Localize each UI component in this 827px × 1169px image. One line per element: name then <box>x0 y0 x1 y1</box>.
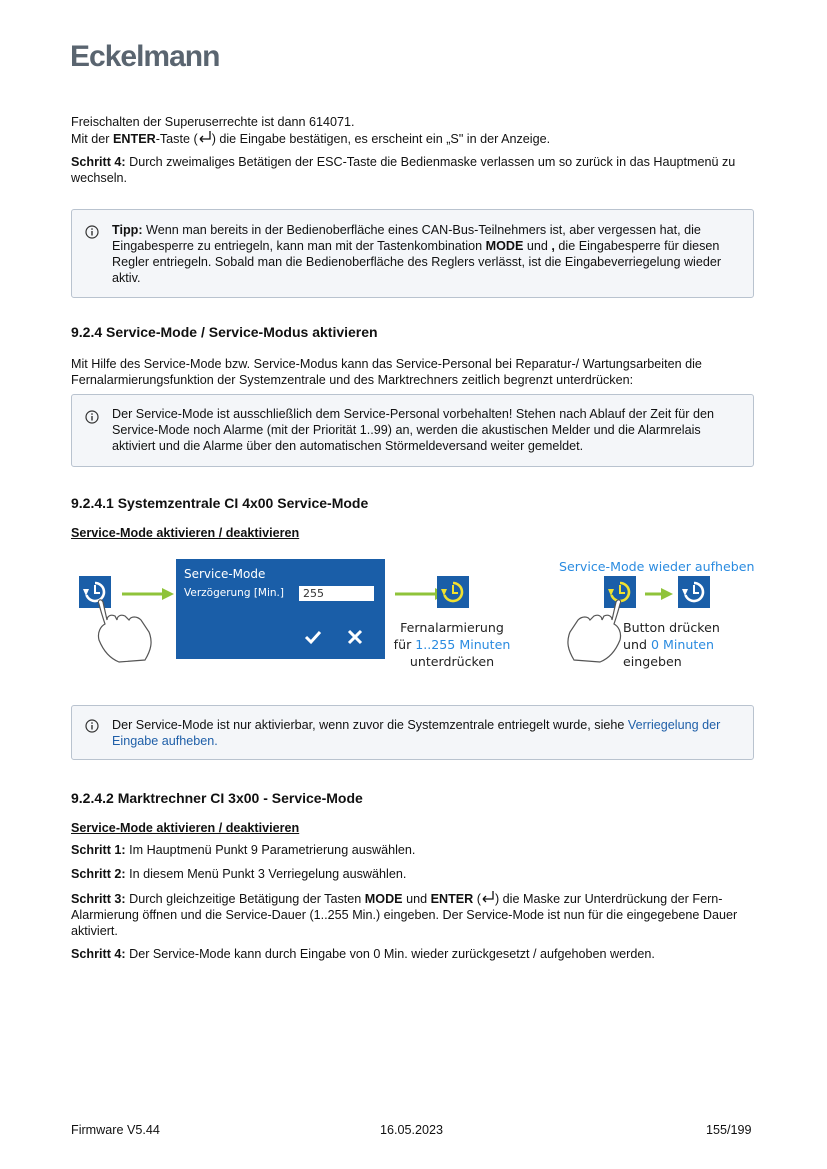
step-text: ( <box>473 892 481 906</box>
intro-line2-mid: -Taste ( <box>155 132 198 146</box>
info-icon <box>85 410 99 424</box>
service-note-text: Der Service-Mode ist ausschließlich dem Service-Personal vorbehalten! Stehen nach Ablauf der Zeit für den Service-Mode noch Alarme (mit der Priorität 1..99) an, werden die akustischen Melder und die Alarmrelais aktiviert und die Alarme über den automatischen Störmeldeversand weiter gemeldet. <box>112 407 715 453</box>
step-text: Durch gleichzeitige Betätigung der Tasten <box>125 892 365 906</box>
activation-note-pre: Der Service-Mode ist nur aktivierbar, wenn zuvor die Systemzentrale entriegelt wurde, siehe <box>112 718 628 732</box>
section-9242-subtitle: Service-Mode aktivieren / deaktivieren <box>71 821 300 835</box>
arrow-right-icon <box>122 587 176 601</box>
step-1 <box>71 842 761 858</box>
service-mode-active-icon <box>437 576 469 608</box>
info-icon <box>85 719 99 733</box>
step-label: Schritt 3: <box>71 892 126 906</box>
mode-key-label: MODE <box>364 892 403 906</box>
service-mode-diagram <box>70 550 760 680</box>
caption-revoke-value: 0 Minuten <box>650 637 714 652</box>
caption-revoke-pre: und <box>623 637 651 652</box>
comma-key-label: , <box>551 239 555 253</box>
caption-suppress-range: 1..255 Minuten <box>415 637 511 652</box>
caption-suppress-line2 <box>387 636 517 653</box>
brand-logo: Eckelmann <box>70 40 220 73</box>
caption-suppress-line3: unterdrücken <box>409 654 495 669</box>
intro-line-1: Freischalten der Superuserrechte ist dann 614071. <box>71 115 355 129</box>
delay-label: Verzögerung [Min.] <box>184 587 284 599</box>
service-mode-off-icon <box>678 576 710 608</box>
step-label: Schritt 2: <box>71 867 126 881</box>
footer-date: 16.05.2023 <box>380 1123 444 1137</box>
enter-key-label: ENTER <box>113 132 156 146</box>
section-9241-subtitle: Service-Mode aktivieren / deaktivieren <box>71 526 300 540</box>
step-text: ) die Maske zur Unterdrückung der Fern-Alarmierung öffnen und die Service-Dauer (1..255 Min.) eingeben. Der Service-Mode ist nun für die eingegebene Dauer aktiviert. <box>71 892 738 938</box>
delay-input[interactable]: 255 <box>299 586 374 601</box>
dialog-title: Service-Mode <box>184 567 266 581</box>
cancel-x-icon[interactable] <box>347 629 363 645</box>
activation-note-box <box>71 705 754 760</box>
enter-key-label: ENTER <box>430 892 474 906</box>
step-label: Schritt 1: <box>71 843 126 857</box>
step-label: Schritt 4: <box>71 947 126 961</box>
step-label: Schritt 4: <box>71 155 126 169</box>
step-text: Im Hauptmenü Punkt 9 Parametrierung auswählen. <box>125 843 416 857</box>
tip-label: Tipp: <box>112 223 143 237</box>
arrow-right-icon <box>645 587 675 601</box>
footer-page-number: 155/199 <box>706 1123 752 1137</box>
caption-suppress <box>387 619 517 670</box>
section-924-body: Mit Hilfe des Service-Mode bzw. Service-Modus kann das Service-Personal bei Reparatur-/ Wartungsarbeiten die Fernalarmierungsfunktion der Systemzentrale und des Marktrechners zeitlich begrenzt unterdrücken: <box>71 357 702 387</box>
intro-line2-post: ) die Eingabe bestätigen, es erscheint ein „S" in der Anzeige. <box>211 132 551 146</box>
step-3 <box>71 890 761 939</box>
intro-step-4 <box>71 154 761 186</box>
caption-suppress-pre: für <box>393 637 416 652</box>
unlock-input-link[interactable]: Verriegelung der Eingabe aufheben. <box>112 718 721 748</box>
section-9241-title: 9.2.4.1 Systemzentrale CI 4x00 Service-Mode <box>71 495 369 511</box>
step-4 <box>71 946 761 962</box>
tip-text-mid: und <box>523 239 552 253</box>
section-924-title: 9.2.4 Service-Mode / Service-Modus aktivieren <box>71 324 378 340</box>
caption-revoke-line3: eingeben <box>623 654 682 669</box>
confirm-check-icon[interactable] <box>304 629 322 645</box>
step-text: Durch zweimaliges Betätigen der ESC-Taste die Bedienmaske verlassen um so zurück in das Hauptmenü zu wechseln. <box>71 155 736 185</box>
enter-key-icon <box>481 890 495 904</box>
step-text: und <box>402 892 431 906</box>
tip-text-pre: Wenn man bereits in der Bedienoberfläche eines CAN-Bus-Teilnehmers ist, aber vergessen hat, die Eingabesperre zu entriegeln, kann man mit der Tastenkombination <box>112 223 701 253</box>
caption-revoke-line1: Button drücken <box>623 620 720 635</box>
intro-line-2 <box>71 130 761 147</box>
footer-firmware: Firmware V5.44 <box>71 1123 160 1137</box>
service-note-box <box>71 394 754 467</box>
step-2 <box>71 866 761 882</box>
mode-key-label: MODE <box>485 239 524 253</box>
info-icon <box>85 225 99 239</box>
step-text: Der Service-Mode kann durch Eingabe von 0 Min. wieder zurückgesetzt / aufgehoben werden. <box>125 947 655 961</box>
tip-text <box>112 222 742 286</box>
intro-line2-pre: Mit der <box>71 132 113 146</box>
tip-text-post: die Eingabesperre für diesen Regler entriegeln. Sobald man die Bedienoberfläche des Reglers verlässt, ist die Eingabeverriegelung wieder aktiv. <box>112 239 722 285</box>
caption-revoke <box>623 619 720 670</box>
tip-box <box>71 209 754 298</box>
service-mode-dialog <box>176 559 385 659</box>
section-9242-title: 9.2.4.2 Marktrechner CI 3x00 - Service-Mode <box>71 790 363 806</box>
caption-revoke-line2 <box>623 636 720 653</box>
step-text: In diesem Menü Punkt 3 Verriegelung auswählen. <box>125 867 407 881</box>
activation-note-text <box>112 717 742 749</box>
caption-revoke-title: Service-Mode wieder aufheben <box>559 559 755 574</box>
caption-suppress-line1: Fernalarmierung <box>400 620 504 635</box>
enter-key-icon <box>198 130 212 144</box>
